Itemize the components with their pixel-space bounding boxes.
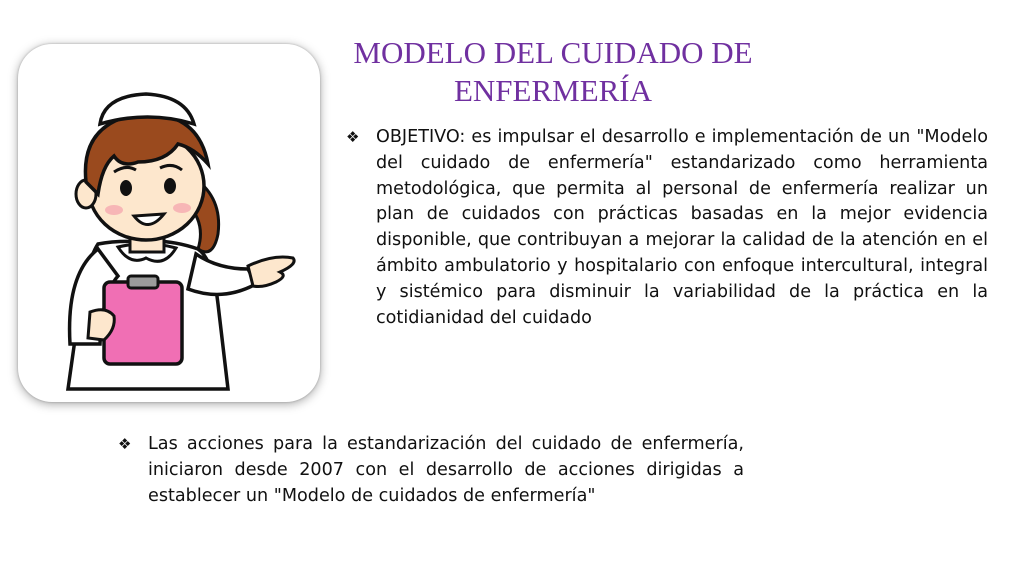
title-line-1: MODELO DEL CUIDADO DE	[353, 35, 753, 70]
objective-paragraph	[346, 125, 988, 331]
bullet-diamond-icon: ❖	[118, 435, 132, 453]
bullet-diamond-icon: ❖	[346, 128, 360, 146]
actions-text: Las acciones para la estandarización del cuidado de enfermería, iniciaron desde 2007 con el desarrollo de acciones dirigidas a establecer un "Modelo de cuidados de enfermería"	[148, 434, 744, 506]
illustration-card	[18, 44, 320, 402]
title-line-2: ENFERMERÍA	[453, 73, 653, 108]
objective-text: OBJETIVO: es impulsar el desarrollo e implementación de un "Modelo del cuidado de enfermería" estandarizado como herramienta metodológica, que permita al personal de enfermería realizar un plan de cuidados con prácticas basadas en la mejor evidencia disponible, que contribuyan a mejorar la calidad de la atención en el ámbito ambulatorio y hospitalario con enfoque intercultural, integral y sistémico para disminuir la variabilidad de la práctica en la cotidianidad del cuidado	[376, 127, 988, 328]
slide-title	[320, 34, 786, 110]
actions-paragraph	[118, 432, 744, 509]
nurse-with-clipboard-icon	[18, 44, 320, 402]
